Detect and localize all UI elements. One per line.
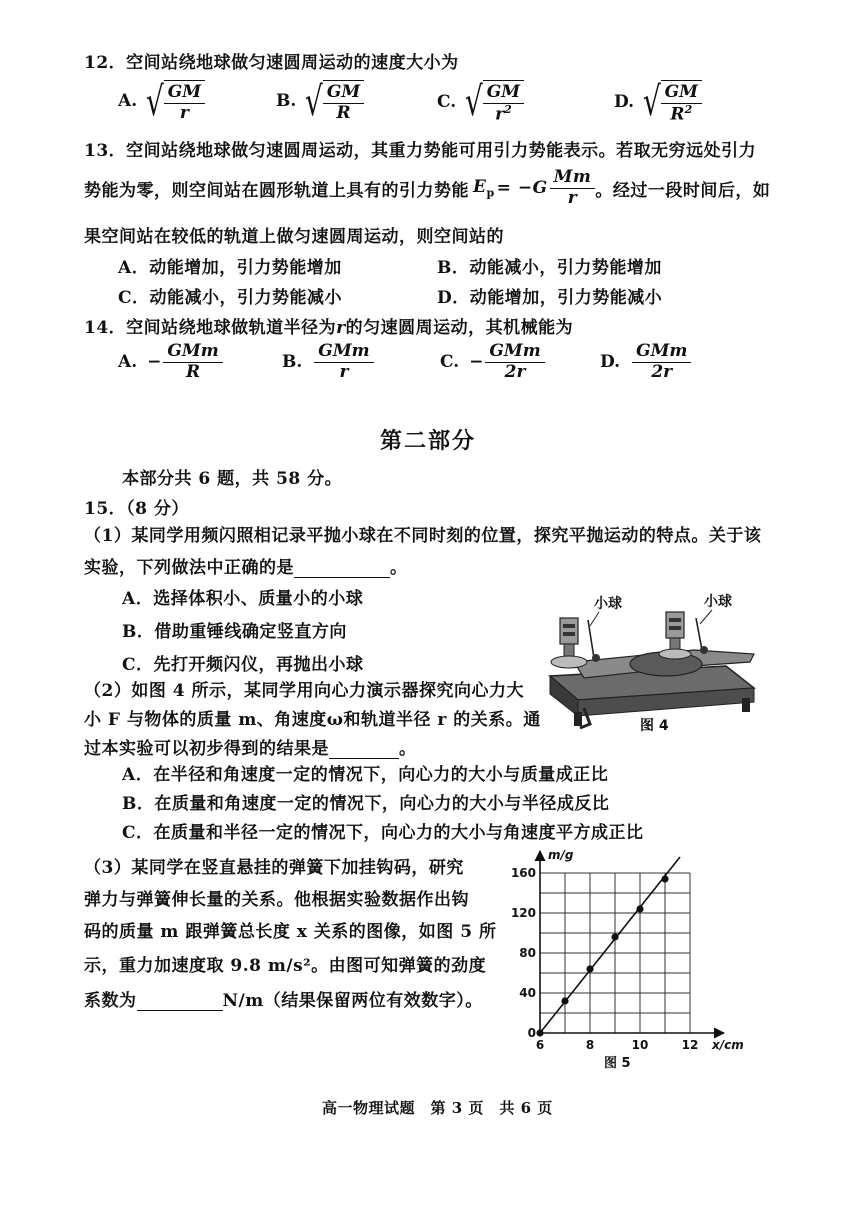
- sqrt-expression: √ $\frac{GM}{R}$: [301, 80, 364, 123]
- numerator: GMm: [163, 342, 222, 363]
- q15-p2-line3-end: 。: [399, 739, 417, 759]
- data-point: [661, 875, 668, 882]
- q15-p3-line5-post: N/m（结果保留两位有效数字）。: [222, 991, 483, 1011]
- fraction: [163, 342, 222, 382]
- q12-option-a: [118, 80, 205, 123]
- right-arm-disc: [659, 649, 691, 659]
- q13-option-b: B．动能减小，引力势能增加: [437, 258, 662, 278]
- formula-eq: = −G: [496, 178, 548, 199]
- den-exponent: 2: [504, 102, 512, 116]
- y-tick-label: 0: [527, 1026, 536, 1040]
- fraction: [485, 342, 544, 382]
- option-label: C.: [440, 352, 460, 373]
- answer-blank-1[interactable]: [294, 559, 390, 578]
- q15-p3-line2: 弹力与弹簧伸长量的关系。他根据实验数据作出钩: [84, 890, 469, 910]
- data-point: [611, 933, 618, 940]
- option-label: B.: [276, 91, 297, 112]
- den-base: R: [670, 104, 685, 125]
- chart-tick-labels: [511, 866, 698, 1052]
- numerator: GM: [164, 83, 205, 104]
- sqrt-expression: √ $\frac{GM}{r}$: [142, 80, 205, 123]
- y-axis-label: m/g: [548, 848, 574, 862]
- data-point: [536, 1029, 543, 1036]
- q15-p2-line3-text: 过本实验可以初步得到的结果是: [84, 739, 329, 759]
- q13-line2-post: 。经过一段时间后，如: [595, 180, 771, 201]
- option-label: A.: [118, 91, 138, 112]
- option-label: A.: [118, 352, 138, 373]
- formula-fraction: [550, 168, 596, 208]
- q15-p1-line2: [84, 553, 408, 578]
- q14-stem-pre: 14．空间站绕地球做轨道半径为: [84, 318, 337, 338]
- q15-p2-line3: [84, 734, 417, 759]
- q15-p3-line5: [84, 986, 483, 1011]
- left-ball: [592, 654, 600, 662]
- q15-p3-line4: 示，重力加速度取 9.8 m/s²。由图可知弹簧的劲度: [84, 956, 487, 976]
- fraction: [314, 342, 373, 382]
- q12-option-c: [437, 80, 524, 125]
- q12-option-d: [614, 80, 702, 125]
- left-sleeve: [560, 618, 578, 644]
- numerator: GM: [483, 83, 524, 104]
- q13-line2: [84, 168, 770, 208]
- chart-grid: [540, 873, 690, 1033]
- q13-option-c: C．动能减小，引力势能减小: [118, 288, 343, 308]
- numerator: GMm: [485, 342, 544, 363]
- q15-p1-option-c: C．先打开频闪仪，再抛出小球: [122, 655, 364, 675]
- den-base: r: [495, 104, 505, 125]
- q15-p2-line2: 小 F 与物体的质量 m、角速度ω和轨道半径 r 的关系。通: [84, 710, 541, 730]
- q15-header: 15．（8 分）: [84, 499, 189, 519]
- figure-5-chart: [510, 845, 760, 1075]
- q14-stem: [84, 313, 573, 338]
- q13-option-d: D．动能增加，引力势能减小: [437, 288, 663, 308]
- q14-stem-post: 的匀速圆周运动，其机械能为: [345, 318, 574, 338]
- fig4-label-left: 小球: [594, 596, 622, 612]
- apparatus-leg: [574, 712, 582, 726]
- q15-p2-line1: （2）如图 4 所示，某同学用向心力演示器探究向心力大: [84, 681, 524, 701]
- scale-mark: [563, 624, 575, 628]
- denominator: 2r: [651, 361, 673, 382]
- option-sign: −: [147, 352, 162, 373]
- right-ball: [700, 646, 708, 654]
- q14-option-b: [282, 342, 374, 382]
- denominator: r: [179, 102, 189, 123]
- chart-fit-line: [540, 857, 680, 1033]
- left-arm-disc: [551, 656, 587, 668]
- q14-option-a: [118, 342, 223, 382]
- y-tick-label: 80: [519, 946, 536, 960]
- q15-p3-line5-pre: 系数为: [84, 991, 137, 1011]
- data-point: [586, 965, 593, 972]
- sqrt-expression: √ $\frac{GM}{r^2}$: [461, 80, 524, 125]
- option-label: C.: [437, 91, 457, 112]
- right-sleeve: [666, 612, 684, 638]
- page-footer: 高一物理试题 第 3 页 共 6 页: [322, 1099, 553, 1117]
- numerator: GMm: [314, 342, 373, 363]
- option-label: D.: [600, 352, 621, 373]
- den-exponent: 2: [684, 102, 693, 116]
- denominator: 2r: [504, 361, 526, 382]
- numerator: GM: [661, 83, 702, 104]
- part2-title: 第二部分: [380, 428, 477, 454]
- q13-line1: 13．空间站绕地球做匀速圆周运动，其重力势能可用引力势能表示。若取无穷远处引力: [84, 141, 757, 161]
- q13-line2-pre: 势能为零，则空间站在圆形轨道上具有的引力势能: [84, 180, 469, 201]
- part2-intro: 本部分共 6 题，共 58 分。: [122, 469, 343, 489]
- chart-axes: [540, 851, 724, 1033]
- q15-p3-line3: 码的质量 m 跟弹簧总长度 x 关系的图像，如图 5 所: [84, 922, 497, 942]
- x-axis-label: x/cm: [712, 1038, 744, 1052]
- numerator: GM: [323, 83, 364, 104]
- formula-e: E: [473, 176, 487, 197]
- scale-mark: [669, 626, 681, 630]
- fit-line: [540, 857, 680, 1033]
- data-point: [636, 905, 643, 912]
- q15-p1-option-a: A．选择体积小、质量小的小球: [122, 589, 364, 609]
- q15-p1-line2-end: 。: [390, 558, 408, 578]
- q13-option-a: A．动能增加，引力势能增加: [118, 258, 342, 278]
- denominator: r: [339, 361, 349, 382]
- answer-blank-3[interactable]: [137, 992, 223, 1011]
- option-sign: −: [469, 352, 484, 373]
- apparatus-leg: [742, 698, 750, 712]
- right-label-pointer: [700, 610, 712, 624]
- q12-stem: 12．空间站绕地球做匀速圆周运动的速度大小为: [84, 53, 459, 73]
- formula-sub: p: [486, 186, 495, 200]
- numerator: Mm: [550, 168, 596, 189]
- x-tick-label: 6: [535, 1038, 545, 1052]
- fig4-label-right: 小球: [704, 594, 732, 610]
- q14-option-d: [600, 342, 691, 382]
- q15-p1-option-b: B．借助重锤线确定竖直方向: [122, 622, 347, 642]
- fraction: [632, 342, 691, 382]
- q15-p2-option-b: B．在质量和角速度一定的情况下，向心力的大小与半径成反比: [122, 794, 610, 814]
- denominator: r: [567, 187, 578, 208]
- q14-option-c: [440, 342, 545, 382]
- y-tick-label: 40: [519, 986, 536, 1000]
- option-label: B.: [282, 352, 303, 373]
- figure-4-apparatus: [544, 584, 760, 734]
- q13-line3: 果空间站在较低的轨道上做匀速圆周运动，则空间站的: [84, 227, 504, 247]
- data-point: [561, 997, 568, 1004]
- denominator: [491, 104, 516, 125]
- fig4-caption: 图 4: [640, 718, 669, 734]
- scale-mark: [669, 618, 681, 622]
- y-tick-label: 160: [510, 866, 536, 880]
- y-tick-label: 120: [510, 906, 536, 920]
- x-tick-label: 8: [585, 1038, 595, 1052]
- q15-p2-option-c: C．在质量和半径一定的情况下，向心力的大小与角速度平方成正比: [122, 823, 644, 843]
- x-tick-label: 12: [681, 1038, 699, 1052]
- answer-blank-2[interactable]: [329, 740, 399, 759]
- denominator: R: [336, 102, 351, 123]
- formula-lhs: [473, 177, 495, 199]
- q15-p3-line1: （3）某同学在竖直悬挂的弹簧下加挂钩码，研究: [84, 858, 464, 878]
- x-tick-label: 10: [631, 1038, 649, 1052]
- left-label-pointer: [590, 612, 599, 626]
- left-lever: [588, 620, 594, 658]
- scale-mark: [563, 632, 575, 636]
- denominator: R: [185, 361, 201, 382]
- q15-p1-line1: （1）某同学用频闪照相记录平抛小球在不同时刻的位置，探究平抛运动的特点。关于该: [84, 526, 762, 546]
- q15-p2-option-a: A．在半径和角速度一定的情况下，向心力的大小与质量成正比: [122, 765, 609, 785]
- denominator: [666, 104, 696, 125]
- numerator: GMm: [632, 342, 691, 363]
- sqrt-expression: √ $\frac{GM}{R^2}$: [639, 80, 702, 125]
- q15-p1-line2-text: 实验，下列做法中正确的是: [84, 558, 294, 578]
- q12-option-b: [276, 80, 364, 123]
- q14-stem-var: r: [336, 318, 346, 338]
- option-label: D.: [614, 91, 635, 112]
- fig5-caption: 图 5: [604, 1056, 631, 1071]
